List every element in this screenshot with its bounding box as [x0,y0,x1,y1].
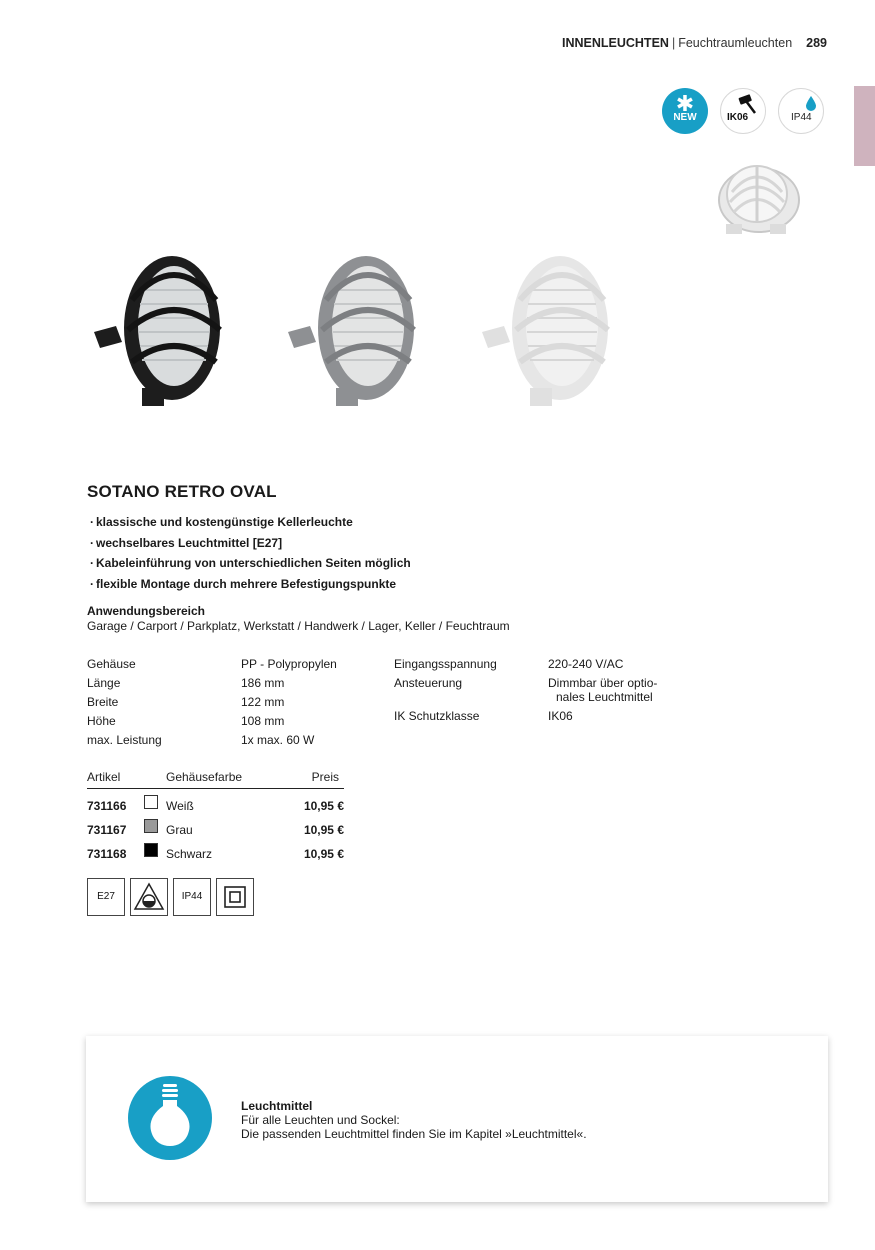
ip44-rating-icon [173,878,211,916]
chapter-side-tab [854,86,875,166]
spec-label: Gehäuse [87,657,136,671]
product-image-white [480,240,620,412]
product-image-grey [286,240,426,412]
page-header [562,36,827,50]
housing-color: Weiß [166,799,194,813]
bulb-circle [128,1076,212,1160]
feature-item: · wechselbares Leuchtmittel [E27] [90,535,411,556]
spec-label: Höhe [87,714,116,728]
rough-service-icon [130,878,168,916]
double-square-icon [217,879,253,915]
bulb-info-box [86,1036,828,1202]
price: 10,95 € [303,823,344,837]
housing-color: Schwarz [166,847,213,861]
spec-value: 1x max. 60 W [241,733,315,747]
application-heading: Anwendungsbereich [87,604,206,618]
color-swatch-white [144,795,158,809]
table-divider [87,788,344,789]
page-number: 289 [806,36,827,50]
triangle-bulb-icon [131,879,167,915]
ip-badge-label: IP44 [791,112,812,123]
protection-class-2-icon [216,878,254,916]
spec-value: nales Leuchtmittel [556,690,653,704]
spec-label: IK Schutzklasse [394,709,480,723]
feature-item: · klassische und kostengünstige Kellerleuchte [90,514,411,535]
table-header-price: Preis [311,770,339,784]
product-thumbnail-image [712,152,807,242]
application-text: Garage / Carport / Parkplatz, Werkstatt / Handwerk / Lager, Keller / Feuchtraum [87,619,510,633]
product-image-black [92,240,232,412]
spec-value: 186 mm [241,676,285,690]
color-swatch-grey [144,819,158,833]
price: 10,95 € [303,799,344,813]
header-separator: | [671,36,676,50]
header-category: INNENLEUCHTEN [561,36,669,50]
feature-list [90,514,411,596]
ik-badge-label: IK06 [727,112,749,123]
feature-item: · flexible Montage durch mehrere Befestigungspunkte [90,576,411,597]
new-badge-label: NEW [673,112,697,123]
spec-value: 108 mm [241,714,285,728]
spec-value: IK06 [548,709,573,723]
article-number: 731166 [87,799,127,813]
table-header-color: Gehäusefarbe [166,770,243,784]
housing-color: Grau [166,823,193,837]
asterisk-icon: ✱ [675,91,695,116]
color-swatch-black [144,843,158,857]
spec-value: PP - Polypropylen [241,657,337,671]
e27-label: E27 [97,891,115,902]
feature-item: · Kabeleinführung von unterschiedlichen Seiten möglich [90,555,411,576]
bulb-info-line: Für alle Leuchten und Sockel: [241,1113,400,1127]
spec-label: max. Leistung [87,733,162,747]
article-number: 731167 [87,823,127,837]
spec-value: Dimmbar über optio- [548,676,658,690]
spec-label: Eingangsspannung [394,657,497,671]
ip44-label: IP44 [181,891,203,902]
bulb-info-line: Die passenden Leuchtmittel finden Sie im Kapitel »Leuchtmittel«. [241,1127,587,1141]
article-number: 731168 [87,847,127,861]
spec-label: Ansteuerung [394,676,463,690]
e27-socket-icon [87,878,125,916]
spec-label: Breite [87,695,119,709]
price: 10,95 € [303,847,344,861]
table-header-article: Artikel [87,770,121,784]
ip-badge [778,88,824,134]
spec-value: 220-240 V/AC [548,657,624,671]
spec-label: Länge [87,676,121,690]
light-bulb-icon [128,1076,212,1160]
new-badge [662,88,708,134]
product-title: SOTANO RETRO OVAL [87,482,277,501]
spec-value: 122 mm [241,695,285,709]
ik-badge [720,88,766,134]
bulb-info-heading: Leuchtmittel [241,1099,313,1113]
header-subcategory: Feuchtraumleuchten [678,36,793,50]
water-drop-icon [805,95,817,111]
